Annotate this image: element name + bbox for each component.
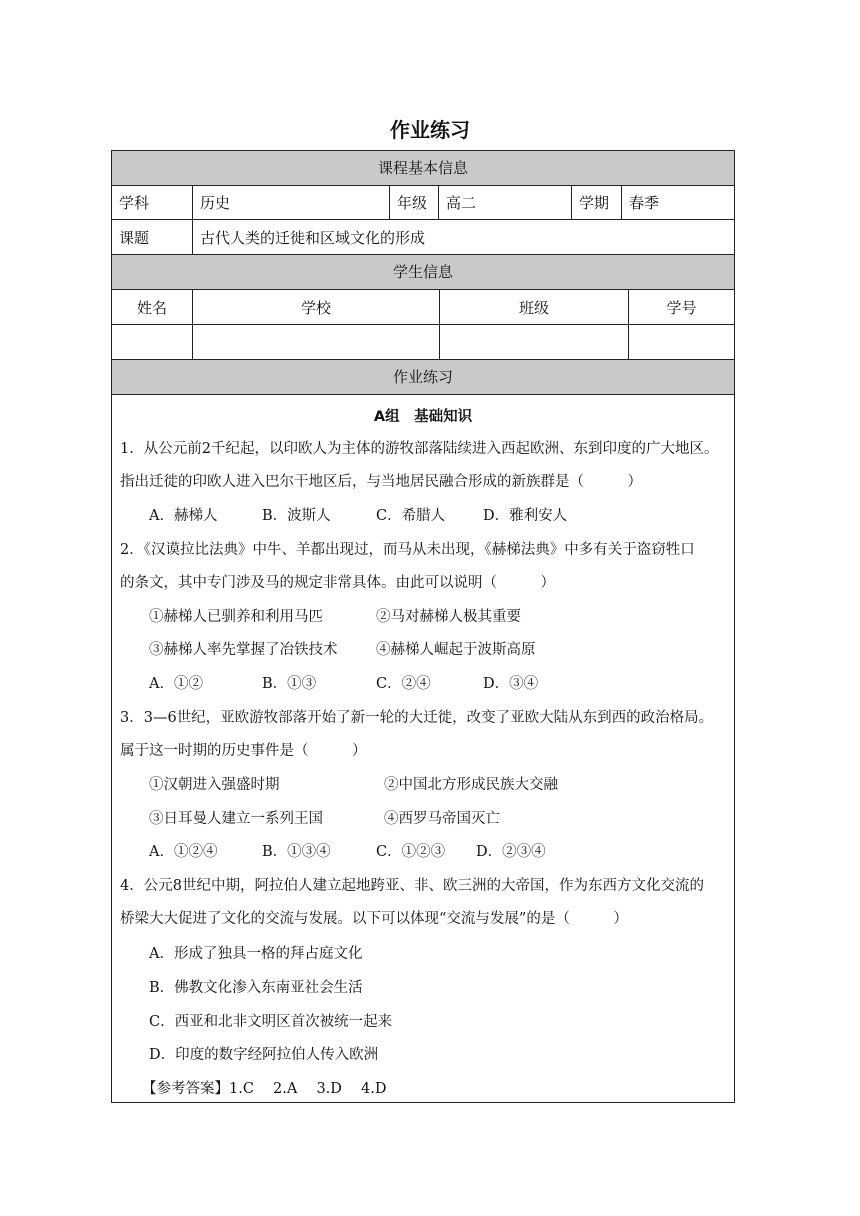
course-info-header-text: 课程基本信息 bbox=[377, 159, 468, 177]
question-3-option-c: C．①②③ bbox=[376, 844, 446, 860]
topic-label: 课题 bbox=[112, 220, 193, 254]
homework-header-text: 作业练习 bbox=[392, 368, 453, 386]
course-info-header bbox=[112, 151, 734, 186]
answer-key: 【参考答案】1.C 2.A 3.D 4.D bbox=[142, 1081, 387, 1097]
question-2-item-1: ①赫梯人已驯养和利用马匹 bbox=[149, 609, 323, 625]
homework-form bbox=[111, 150, 735, 1103]
question-3-stem-line-2: 属于这一时期的历史事件是（ ） bbox=[120, 743, 367, 759]
class-entry-cell[interactable] bbox=[440, 325, 629, 359]
question-1-option-a: A．赫梯人 bbox=[149, 508, 218, 524]
document-title: 作业练习 bbox=[390, 118, 470, 142]
topic-value: 古代人类的迁徙和区域文化的形成 bbox=[200, 228, 426, 247]
question-2-stem-line-2: 的条文，其中专门涉及马的规定非常具体。由此可以说明（ ） bbox=[120, 575, 555, 591]
question-4-option-b: B．佛教文化渗入东南亚社会生活 bbox=[149, 980, 363, 996]
subject-label: 学科 bbox=[112, 186, 193, 219]
homework-header bbox=[112, 360, 734, 395]
grade-value: 高二 bbox=[439, 186, 572, 219]
question-2-stem-line-1: 2．《汉谟拉比法典》中牛、羊都出现过，而马从未出现，《赫梯法典》中多有关于盗窃牲口 bbox=[120, 542, 695, 558]
subject-value: 历史 bbox=[193, 186, 390, 219]
question-4-option-c: C．西亚和北非文明区首次被统一起来 bbox=[149, 1014, 393, 1030]
school-entry-cell[interactable] bbox=[193, 325, 440, 359]
term-label: 学期 bbox=[572, 186, 622, 219]
question-2-option-d: D．③④ bbox=[483, 676, 539, 692]
student-info-header bbox=[112, 255, 734, 290]
name-column-header: 姓名 bbox=[112, 290, 193, 324]
question-3-stem-line-1: 3．3—6世纪，亚欧游牧部落开始了新一轮的大迁徙，改变了亚欧大陆从东到西的政治格局。 bbox=[120, 710, 714, 726]
student-id-entry-cell[interactable] bbox=[629, 325, 734, 359]
question-4-option-a: A．形成了独具一格的拜占庭文化 bbox=[149, 946, 363, 962]
question-2-item-3: ③赫梯人率先掌握了冶铁技术 bbox=[149, 642, 338, 658]
question-3-item-3: ③日耳曼人建立一系列王国 bbox=[149, 811, 323, 827]
question-2-option-b: B．①③ bbox=[262, 676, 317, 692]
question-1-option-b: B．波斯人 bbox=[262, 508, 331, 524]
question-3-item-4: ④西罗马帝国灭亡 bbox=[384, 811, 500, 827]
question-3-item-1: ①汉朝进入强盛时期 bbox=[149, 777, 280, 793]
question-1-stem-line-1: 1．从公元前2千纪起，以印欧人为主体的游牧部落陆续进入西起欧洲、东到印度的广大地区。 bbox=[120, 441, 719, 457]
question-1-option-d: D．雅利安人 bbox=[483, 508, 568, 524]
grade-label: 年级 bbox=[390, 186, 439, 219]
term-value: 春季 bbox=[629, 194, 660, 212]
name-entry-cell[interactable] bbox=[112, 325, 193, 359]
question-3-item-2: ②中国北方形成民族大交融 bbox=[384, 777, 558, 793]
course-meta-row bbox=[112, 186, 734, 220]
question-4-stem-line-2: 桥梁大大促进了文化的交流与发展。以下可以体现“交流与发展”的是（ ） bbox=[120, 911, 628, 927]
question-3-option-a: A．①②④ bbox=[149, 844, 218, 860]
question-4-stem-line-1: 4．公元8世纪中期，阿拉伯人建立起地跨亚、非、欧三洲的大帝国，作为东西方文化交流的 bbox=[120, 878, 704, 894]
student-columns-row bbox=[112, 290, 734, 325]
question-3-option-b: B．①③④ bbox=[262, 844, 331, 860]
student-id-column-header: 学号 bbox=[666, 298, 697, 317]
question-2-item-2: ②马对赫梯人极其重要 bbox=[376, 609, 521, 625]
class-column-header: 班级 bbox=[440, 290, 629, 324]
student-info-header-text: 学生信息 bbox=[392, 263, 453, 281]
question-3-option-d: D．②③④ bbox=[476, 844, 546, 860]
question-4-option-d: D．印度的数字经阿拉伯人传入欧洲 bbox=[149, 1047, 379, 1063]
question-2-option-c: C．②④ bbox=[376, 676, 431, 692]
group-a-title: A组 基础知识 bbox=[373, 409, 473, 425]
question-2-option-a: A．①② bbox=[149, 676, 203, 692]
topic-row bbox=[112, 220, 734, 255]
student-entry-row bbox=[112, 325, 734, 360]
question-1-option-c: C．希腊人 bbox=[376, 508, 446, 524]
question-1-stem-line-2: 指出迁徙的印欧人进入巴尔干地区后，与当地居民融合形成的新族群是（ ） bbox=[120, 474, 642, 490]
question-2-item-4: ④赫梯人崛起于波斯高原 bbox=[376, 642, 536, 658]
school-column-header: 学校 bbox=[193, 290, 440, 324]
